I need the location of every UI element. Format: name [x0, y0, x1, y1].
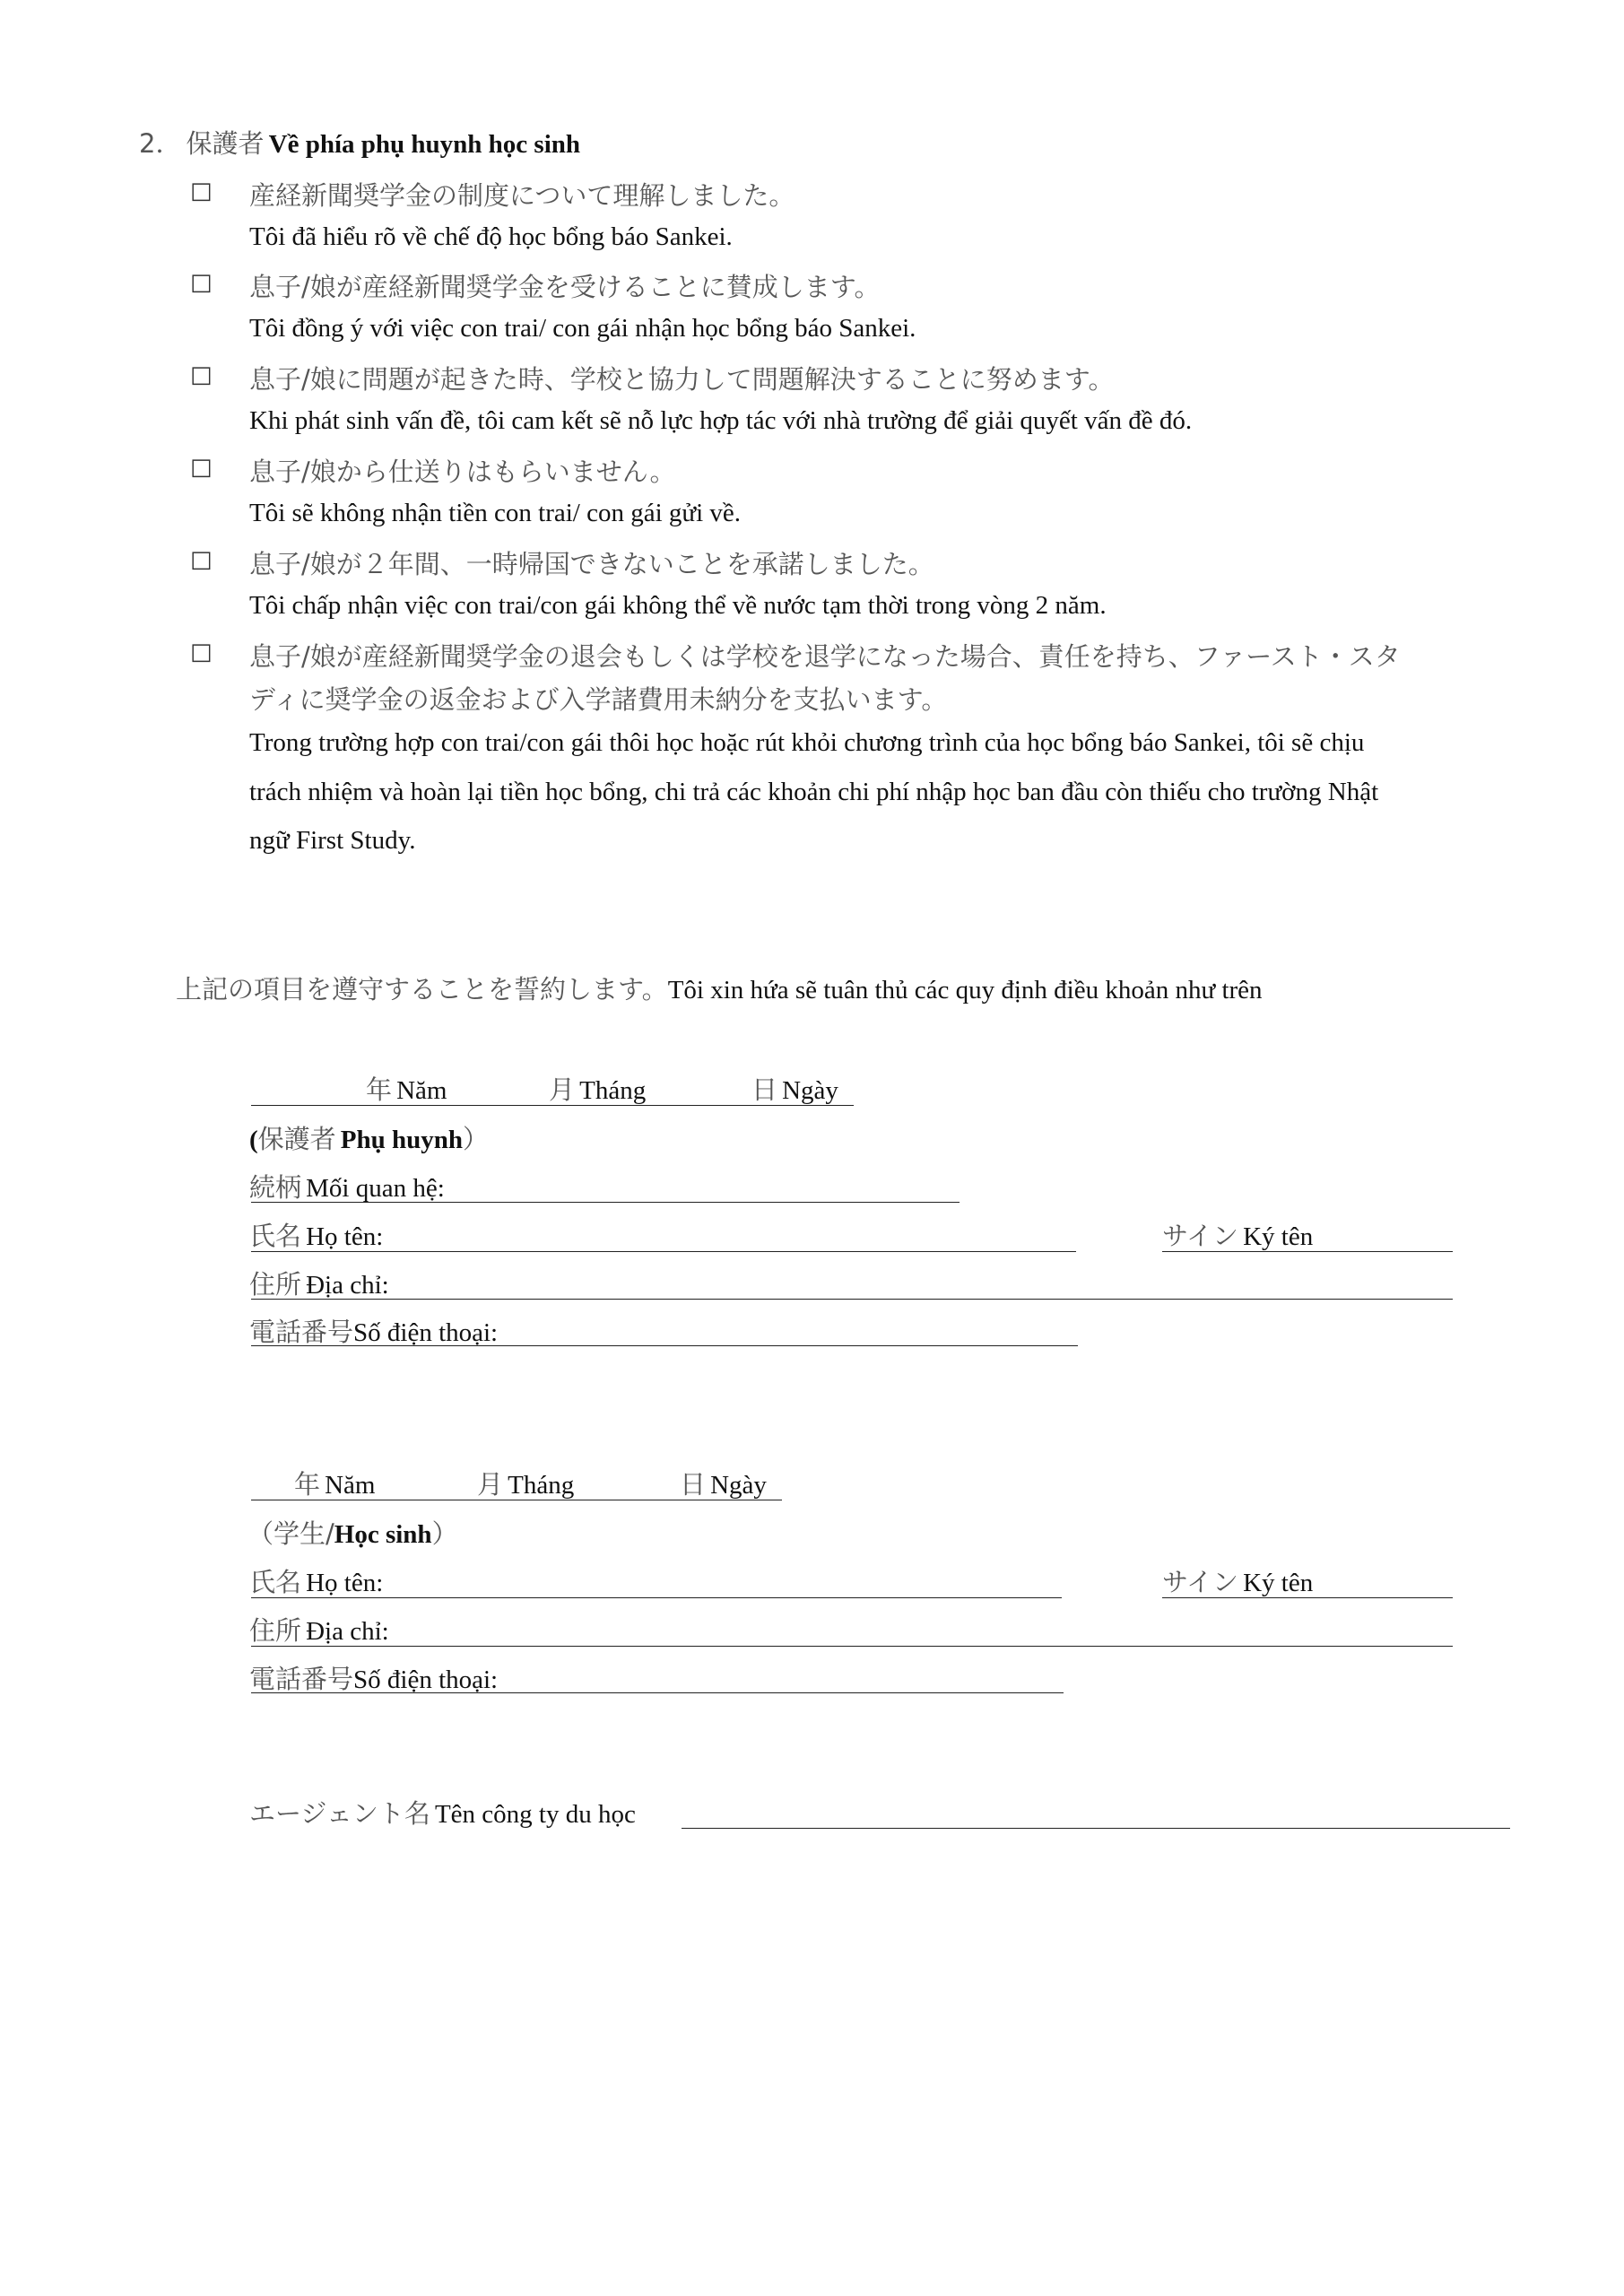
item-1-jp: 産経新聞奨学金の制度について理解しました。	[249, 180, 795, 211]
student-phone-line[interactable]	[251, 1692, 1064, 1693]
guardian-year-vn: Năm	[396, 1076, 447, 1105]
student-address-label	[249, 1611, 389, 1648]
student-phone-vn: Số điện thoại:	[353, 1665, 499, 1694]
checkbox-item-3[interactable]: □	[190, 361, 213, 388]
item-2-jp: 息子/娘が産経新聞奨学金を受けることに賛成します。	[249, 272, 881, 302]
pledge-jp: 上記の項目を遵守することを誓約します。	[176, 974, 668, 1004]
guardian-sign-line[interactable]	[1162, 1251, 1453, 1252]
guardian-date-line[interactable]	[251, 1105, 854, 1106]
item-6-jp-line-2: ディに奨学金の返金および入学諸費用未納分を支払います。	[249, 684, 948, 715]
student-address-line[interactable]	[251, 1646, 1453, 1647]
guardian-day-jp: 日	[751, 1074, 778, 1105]
student-heading-jp: （学生/	[248, 1518, 334, 1549]
item-5-jp: 息子/娘が２年間、一時帰国できないことを承諾しました。	[249, 549, 934, 579]
checkbox-item-5[interactable]: □	[190, 546, 213, 573]
student-day-vn: Ngày	[710, 1471, 767, 1500]
guardian-sign-vn: Ký tên	[1243, 1222, 1314, 1251]
guardian-day-vn: Ngày	[782, 1076, 838, 1105]
guardian-heading-vn: Phụ huynh	[340, 1126, 464, 1154]
agent-line[interactable]	[682, 1828, 1510, 1829]
guardian-name-line[interactable]	[251, 1251, 1076, 1252]
guardian-sign-jp: サイン	[1162, 1221, 1238, 1251]
checkbox-item-1[interactable]: □	[190, 178, 213, 204]
item-6-vn-line-1: Trong trường hợp con trai/con gái thôi học hoặc rút khỏi chương trình của học bổng báo Sankei, tôi sẽ chịu	[249, 728, 1365, 757]
student-phone-label	[249, 1659, 498, 1696]
section-title-vn: Về phía phụ huynh học sinh	[268, 130, 581, 159]
student-sign-label	[1162, 1562, 1313, 1599]
item-6-vn-line-2: trách nhiệm và hoàn lại tiền học bổng, chi trả các khoản chi phí nhập học ban đầu còn thiếu cho trường Nhật	[249, 778, 1379, 806]
guardian-heading-close: ）	[463, 1124, 490, 1154]
guardian-month-jp: 月	[549, 1074, 576, 1105]
guardian-name-vn: Họ tên:	[306, 1222, 384, 1251]
student-name-vn: Họ tên:	[306, 1569, 384, 1597]
agent-label	[249, 1794, 636, 1831]
guardian-relation-jp: 続柄	[249, 1172, 302, 1203]
item-5-vn: Tôi chấp nhận việc con trai/con gái không thể về nước tạm thời trong vòng 2 năm.	[249, 591, 1107, 620]
student-name-label	[249, 1562, 383, 1599]
student-phone-jp: 電話番号	[249, 1664, 354, 1694]
agent-jp: エージェント名	[249, 1798, 430, 1829]
guardian-year-jp: 年	[366, 1074, 393, 1105]
guardian-relation-vn: Mối quan hệ:	[306, 1174, 445, 1203]
student-address-vn: Địa chỉ:	[306, 1617, 389, 1646]
checkbox-item-6[interactable]: □	[190, 639, 213, 665]
guardian-phone-line[interactable]	[251, 1345, 1078, 1346]
section-number: 2．	[139, 128, 182, 159]
student-sign-vn: Ký tên	[1243, 1569, 1314, 1597]
student-address-jp: 住所	[249, 1615, 302, 1646]
guardian-heading	[249, 1119, 489, 1156]
guardian-heading-open: (	[249, 1126, 258, 1154]
section-heading	[139, 124, 580, 161]
item-2-vn: Tôi đồng ý với việc con trai/ con gái nhận học bổng báo Sankei.	[249, 314, 916, 343]
student-year-jp: 年	[294, 1469, 321, 1500]
item-6-jp-line-1: 息子/娘が産経新聞奨学金の退会もしくは学校を退学になった場合、責任を持ち、ファースト・スタ	[249, 641, 1401, 672]
guardian-relation-label	[249, 1168, 445, 1205]
guardian-address-jp: 住所	[249, 1269, 302, 1300]
pledge-vn: Tôi xin hứa sẽ tuân thủ các quy định điều khoản như trên	[667, 976, 1263, 1004]
guardian-heading-jp: 保護者	[257, 1124, 336, 1154]
student-heading	[248, 1514, 458, 1551]
student-month-vn: Tháng	[508, 1471, 575, 1500]
pledge	[176, 970, 1263, 1006]
item-3-jp: 息子/娘に問題が起きた時、学校と協力して問題解決することに努めます。	[249, 364, 1115, 395]
guardian-phone-vn: Số điện thoại:	[353, 1318, 499, 1347]
student-name-line[interactable]	[251, 1597, 1062, 1598]
agent-vn: Tên công ty du học	[434, 1800, 636, 1829]
guardian-day	[751, 1070, 838, 1107]
student-heading-vn: Học sinh	[334, 1520, 432, 1549]
guardian-address-label	[249, 1265, 389, 1301]
guardian-name-jp: 氏名	[249, 1221, 302, 1251]
student-year-vn: Năm	[325, 1471, 376, 1500]
section-title-jp: 保護者	[186, 128, 265, 159]
guardian-phone-label	[249, 1312, 498, 1349]
student-heading-close: ）	[431, 1518, 458, 1549]
guardian-name-label	[249, 1216, 383, 1253]
guardian-sign-label	[1162, 1216, 1313, 1253]
item-4-jp: 息子/娘から仕送りはもらいません。	[249, 457, 676, 487]
student-date	[294, 1465, 375, 1501]
guardian-date	[366, 1070, 447, 1107]
item-3-vn: Khi phát sinh vấn đề, tôi cam kết sẽ nỗ lực hợp tác với nhà trường để giải quyết vấn đề đó.	[249, 406, 1193, 435]
student-sign-jp: サイン	[1162, 1567, 1238, 1597]
student-day-jp: 日	[680, 1469, 707, 1500]
student-day	[680, 1465, 767, 1501]
guardian-relation-line[interactable]	[251, 1202, 960, 1203]
checkbox-item-2[interactable]: □	[190, 269, 213, 296]
guardian-month	[549, 1070, 646, 1107]
student-month	[477, 1465, 574, 1501]
guardian-address-line[interactable]	[251, 1299, 1453, 1300]
guardian-phone-jp: 電話番号	[249, 1317, 354, 1347]
item-1-vn: Tôi đã hiểu rõ về chế độ học bổng báo Sankei.	[249, 222, 733, 251]
guardian-month-vn: Tháng	[579, 1076, 647, 1105]
student-name-jp: 氏名	[249, 1567, 302, 1597]
guardian-address-vn: Địa chỉ:	[306, 1271, 389, 1300]
item-4-vn: Tôi sẽ không nhận tiền con trai/ con gái gửi về.	[249, 499, 742, 527]
item-6-vn-line-3: ngữ First Study.	[249, 826, 416, 855]
student-sign-line[interactable]	[1162, 1597, 1453, 1598]
student-month-jp: 月	[477, 1469, 504, 1500]
checkbox-item-4[interactable]: □	[190, 454, 213, 481]
